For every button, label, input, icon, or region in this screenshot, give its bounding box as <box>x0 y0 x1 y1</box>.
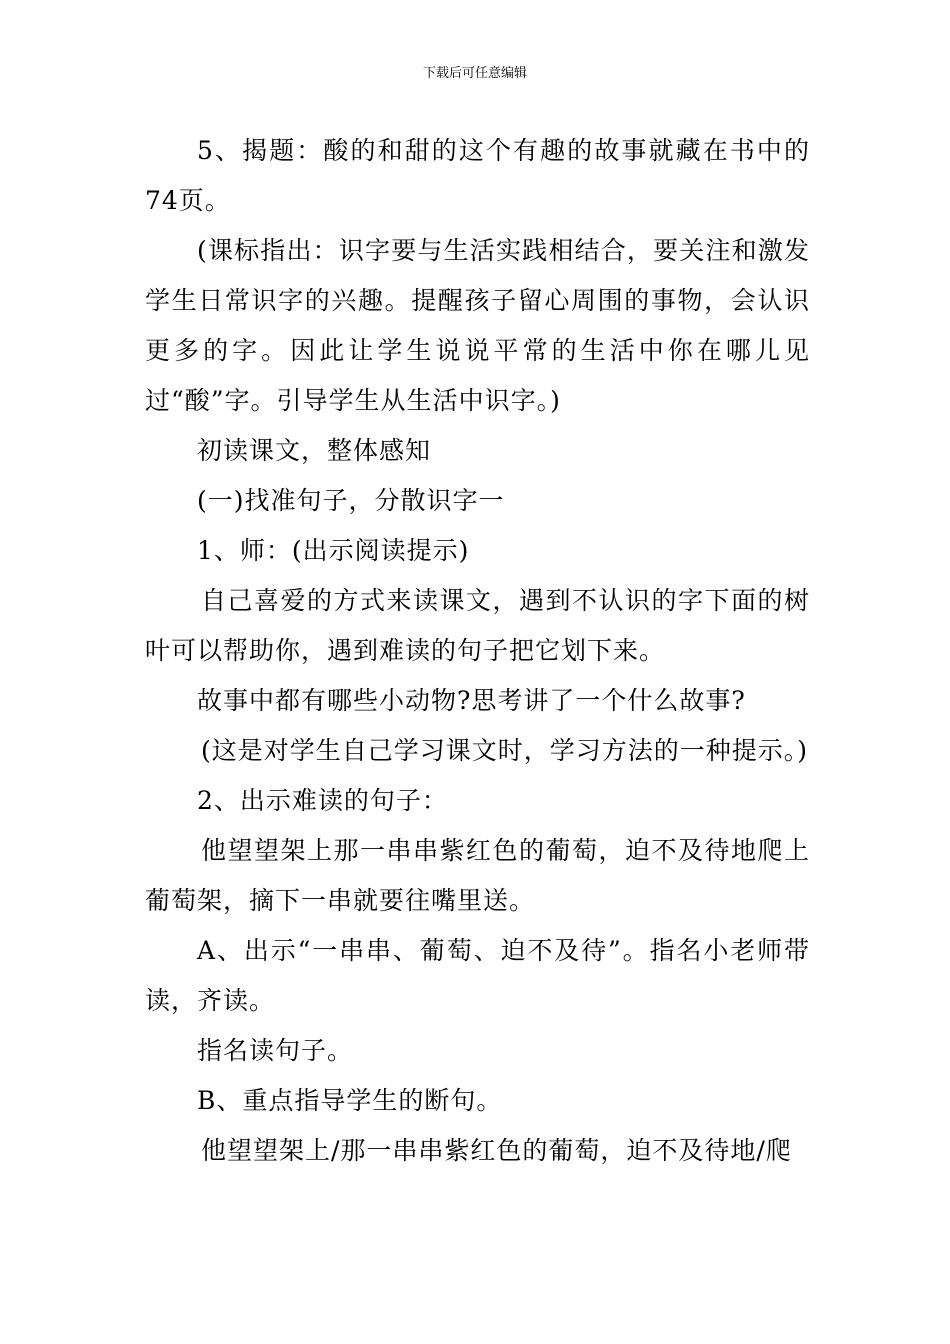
paragraph-curriculum-note: (课标指出：识字要与生活实践相结合，要关注和激发学生日常识字的兴趣。提醒孩子留心周围的事物，会认识更多的字。因此让学生说说平常的生活中你在哪儿见过“酸”字。引导学生从生活中识字。) <box>145 236 810 415</box>
document-body <box>145 126 810 1176</box>
subsection-heading-find-sentences: (一)找准句子，分散识字一 <box>197 486 505 515</box>
paragraph-questions: 故事中都有哪些小动物?思考讲了一个什么故事? <box>197 686 746 715</box>
paragraph-teacher-prompt: 1、师：(出示阅读提示) <box>197 536 470 565</box>
section-heading-first-reading: 初读课文，整体感知 <box>197 436 432 465</box>
paragraph-method-note: (这是对学生自己学习课文时，学习方法的一种提示。) <box>201 736 809 765</box>
paragraph-reading-instructions: 自己喜爱的方式来读课文，遇到不认识的字下面的树叶可以帮助你，遇到难读的句子把它划下来。 <box>145 586 810 665</box>
paragraph-example-sentence: 他望望架上那一串串紫红色的葡萄，迫不及待地爬上葡萄架，摘下一串就要往嘴里送。 <box>145 836 810 915</box>
paragraph-step-b: B、重点指导学生的断句。 <box>197 1086 503 1115</box>
paragraph-reveal-title: 5、揭题：酸的和甜的这个有趣的故事就藏在书中的74页。 <box>145 136 810 215</box>
paragraph-step-a: A、出示“一串串、葡萄、迫不及待”。指名小老师带读，齐读。 <box>145 936 810 1015</box>
page-header: 下载后可任意编辑 <box>422 66 527 81</box>
paragraph-read-sentence: 指名读句子。 <box>197 1036 354 1065</box>
paragraph-sentence-breaks: 他望望架上/那一串串紫红色的葡萄，迫不及待地/爬 <box>201 1136 792 1165</box>
paragraph-difficult-sentences: 2、出示难读的句子： <box>197 786 448 815</box>
